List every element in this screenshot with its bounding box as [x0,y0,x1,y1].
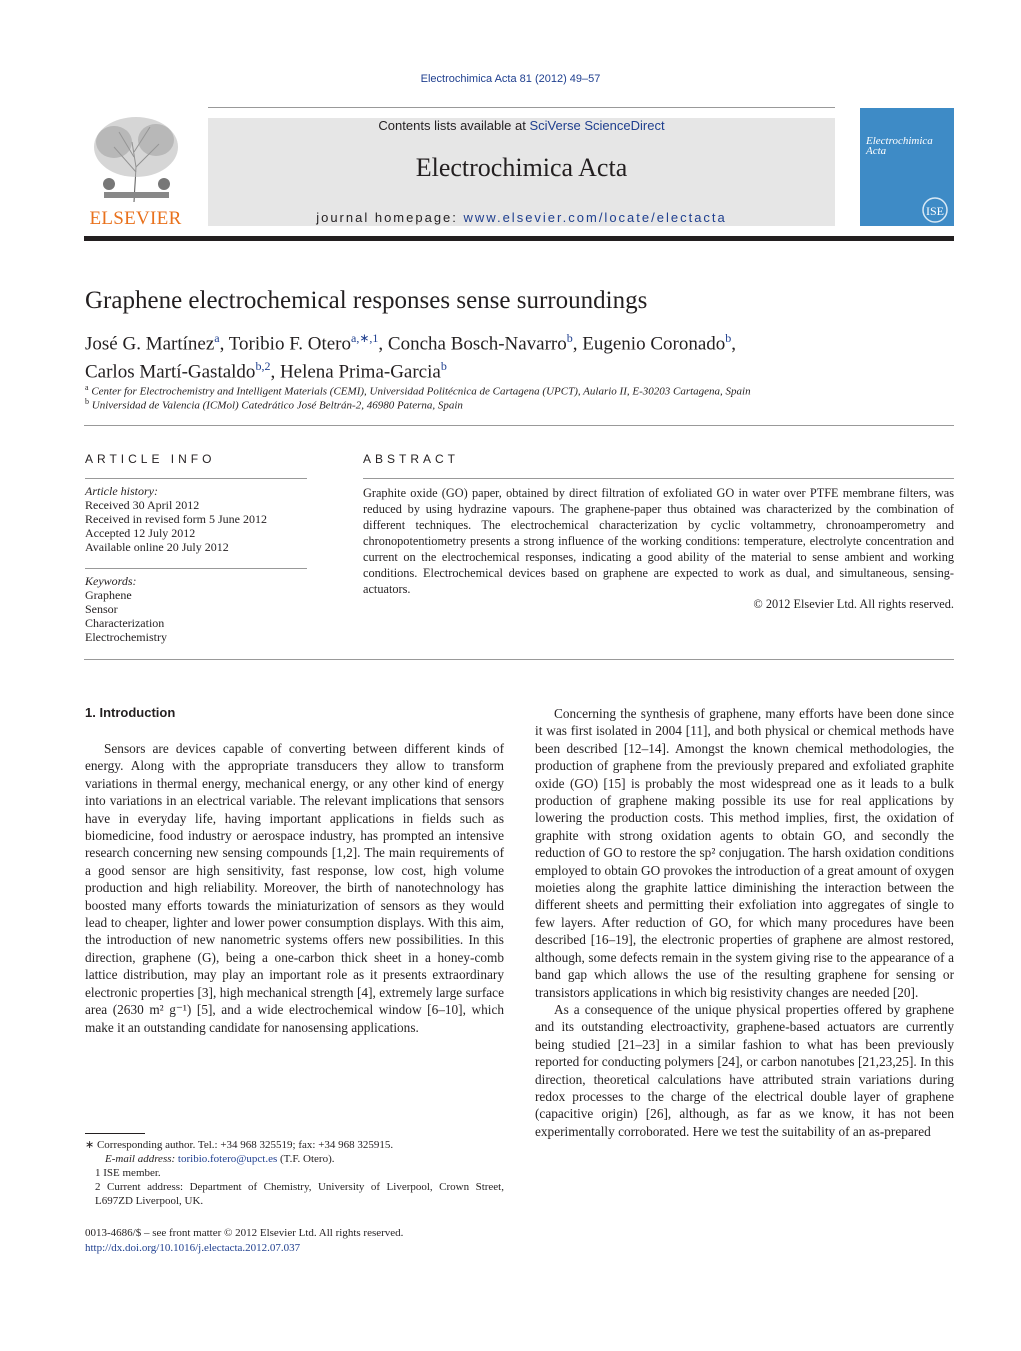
keyword: Graphene [85,588,132,602]
footnote-1: 1 ISE member. [95,1167,161,1179]
history-item: Available online 20 July 2012 [85,540,229,554]
header-rule [208,107,835,108]
homepage-line [208,210,835,225]
divider [84,425,954,426]
affil-text: Center for Electrochemistry and Intelligent Materials (CEMI), Universidad Politécnica de Cartagena (UPCT), Aulario II, E-30203 Cartagena, Spain [91,385,751,398]
author-list: José G. Martínez$^a$, Toribio F. Otero$^{a,∗,1}$, Concha Bosch-Navarro$^b$, Eugenio Coronado$^b$, Carlos Martí-Gastaldo$^{b,2}$, Helena Prima-Garcia$^b$ [85,331,737,383]
author: Eugenio Coronado [582,333,726,355]
right-column [535,705,954,1140]
journal-title: Electrochimica Acta [415,153,628,182]
author: Concha Bosch-Navarro [387,333,567,355]
abstract-text: Graphite oxide (GO) paper, obtained by direct filtration of exfoliated GO in water over PTFE membrane filters, was reduced by using hydrazine vapours. The graphene-paper thus obtained was characterized by the combination of different techniques. The electrochemical characterization by cyclic voltammetry, chronoamperometry and chronopotentiometry presents a strong influence of the working conditions: temperature, electrolyte concentration and current on the electrochemical responses, indicating a good ability of the material to sense ambient and working conditions. Electrochemical devices based on graphene are expected to work as dual, and simultaneous, sensing-actuators. [363,486,954,596]
history-item: Accepted 12 July 2012 [85,526,196,540]
affiliation-b [85,397,463,412]
homepage-prefix: journal homepage: [316,210,464,225]
author-sup[interactable]: b [725,331,732,345]
keywords [85,574,307,644]
author: Helena Prima-Garcia [279,361,441,383]
email-label: E-mail address: [105,1153,176,1165]
contents-line [208,118,835,133]
paragraph: Sensors are devices capable of converting between different kinds of energy. Along with the appropriate transducers they allow to transform variations in thermal energy, mechanical energy, or any other kind of energy into variations in an electrical variable. The relevant implications that sensors have in everyday life, having important applications in fields such as biomedicine, food industry or aerospace industry, has prompted an intensive research concerning new sensing compounds [1,2]. The main requirements of a good sensor are high sensitivity, fast response, low cost, high volume production and high reliability. Moreover, the birth of nanotechnology has boosted many efforts towards the miniaturization of sensors as they would lead to cheaper, lighter and lower power consumption displays. With this aim, the introduction of new nanometric systems offers new possibilities. In this direction, graphene (G), being a one-carbon thick sheet in a honey-comb lattice distribution, may play an important role as it presents extraordinary electronic properties [3], high mechanical strength [4], extremely large surface area (2630 m² g⁻¹) [5], and a wide electrochemical window [6–10], which make it an outstanding candidate for nanosensing applications. [85,741,504,1035]
history-label: Article history: [85,484,158,498]
paragraph: Concerning the synthesis of graphene, many efforts have been done since it was first isolated in 2004 [11], and both physical or chemical methods have been described [12–14]. Amongst the known chemical methodologies, the production of graphene from the previously prepared and exfoliated graphite oxide (GO) [15] is probably the most widespread one as it leads to a bulk production of graphene making possible its use for real applications by lowering the production costs. This method implies, first, the oxidation of graphite with strong oxidation agents to obtain GO, and secondly the reduction of GO to restore the sp² conjugation. The harsh oxidation conditions employed to obtain GO provokes the introduction of a great amount of oxygen moieties along the graphite lattice diminishing the interaction between the different sheets and permitting their exfoliation into aggregates of single to few layers. After reduction of GO, for which many procedures have been described [16–19], the electronic properties of graphene are almost restored, although, some defects remain in the system giving rise to the appearance of a band gap which allows the use of the resulting graphene for sensing or transistors applications in which big resistivity changes are needed [20]. [535,706,954,1000]
email-link[interactable]: toribio.fotero@upct.es [177,1153,278,1165]
abstract-heading: ABSTRACT [363,452,460,466]
affil-sup: b [85,397,89,406]
elsevier-wordmark: ELSEVIER [89,208,182,229]
svg-text:ISE: ISE [926,204,944,218]
author: José G. Martínez [85,333,215,355]
email-suffix: (T.F. Otero). [277,1153,335,1165]
footnote-rule [85,1133,145,1134]
history-item: Received 30 April 2012 [85,498,200,512]
divider [84,659,954,660]
info-rule [85,478,307,479]
footnote-2: 2 Current address: Department of Chemistry, University of Liverpool, Crown Street, L697ZD Liverpool, UK. [95,1181,504,1207]
sciverse-link[interactable]: SciVerse ScienceDirect [529,118,665,133]
doi-link[interactable]: http://dx.doi.org/10.1016/j.electacta.2012.07.037 [85,1242,301,1254]
left-column [85,740,504,1036]
info-rule [85,568,307,569]
affiliation-a [85,383,751,398]
footnote-corresponding: ∗ Corresponding author. Tel.: +34 968 325519; fax: +34 968 325915. [85,1139,394,1151]
article-info-heading: ARTICLE INFO [85,452,216,466]
keywords-label: Keywords: [85,574,137,588]
author-sup[interactable]: a [214,331,220,345]
article-history [85,484,307,554]
paragraph: As a consequence of the unique physical properties offered by graphene and its outstanding electroactivity, graphene-based actuators are currently being studied [21–23] in a similar fashion to what has been previously reported for conducting polymers [24], or carbon nanotubes [21,23,25]. In this direction, theoretical calculations have attributed strain variations during redox processes to the charge of the electrical double layer of graphene (capacitive origin) [26], although, as far as we know, it has not been experimentally corroborated. Here we test the suitability of an as-prepared [535,1001,954,1139]
footnotes [85,1138,504,1208]
author-sup[interactable]: b [566,331,573,345]
homepage-link[interactable]: www.elsevier.com/locate/electacta [463,210,727,225]
contents-prefix: Contents lists available at [378,118,530,133]
cover-title: Electrochimica Acta [866,135,933,157]
author-sup[interactable]: b [440,359,447,374]
affil-sup: a [85,383,89,392]
keyword: Sensor [85,602,118,616]
header-thick-rule [84,236,954,241]
author-sup[interactable]: a,∗,1 [351,331,379,345]
history-item: Received in revised form 5 June 2012 [85,512,267,526]
ise-logo-icon [918,196,952,224]
abstract-copyright: © 2012 Elsevier Ltd. All rights reserved. [753,597,954,611]
article-title: Graphene electrochemical responses sense surroundings [85,287,648,314]
abstract-rule [363,478,954,479]
author: Carlos Martí-Gastaldo [85,361,256,383]
author: Toribio F. Otero [228,333,352,355]
author-sup[interactable]: b,2 [255,359,271,374]
keyword: Characterization [85,616,165,630]
affil-text: Universidad de Valencia (ICMol) Catedrático José Beltrán-2, 46980 Paterna, Spain [91,399,463,412]
keyword: Electrochemistry [85,630,167,644]
section-heading-introduction: 1. Introduction [85,705,176,720]
footnote-email [85,1152,504,1166]
issn-line: 0013-4686/$ – see front matter © 2012 Elsevier Ltd. All rights reserved. [85,1227,404,1239]
journal-reference[interactable]: Electrochimica Acta 81 (2012) 49–57 [420,73,601,85]
front-matter [85,1226,504,1256]
